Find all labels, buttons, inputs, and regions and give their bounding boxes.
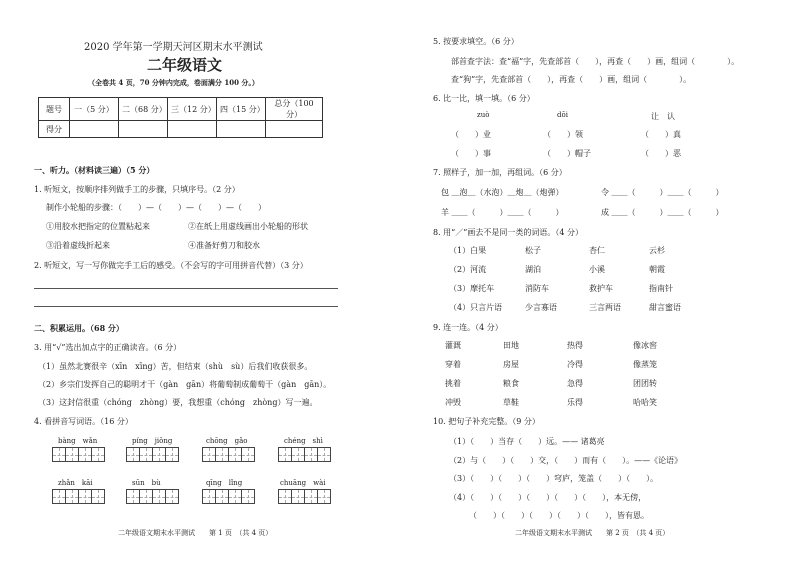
q6-pinyin: dōi	[557, 111, 568, 119]
question-7: 7. 照样子，加一加，再组词。（6 分）	[433, 168, 567, 177]
section-1-heading: 一、听力。（材料读三遍）（5 分）	[34, 165, 155, 175]
q9-word[interactable]: 哈哈笑	[633, 398, 657, 407]
q3-item[interactable]: （2）乡宗们发挥自己的聪明才干（gàn gān）将葡萄制成葡萄干（gàn gān）。	[38, 380, 332, 389]
score-header: 一（5 分）	[70, 98, 119, 121]
writing-grid[interactable]	[126, 447, 178, 462]
pinyin-label: bàng wǎn	[58, 437, 98, 445]
q6-item[interactable]: （ ）业	[451, 130, 491, 139]
q6-pinyin: 让 认	[651, 112, 675, 121]
q7-item[interactable]: 令 ＿＿（ ）＿＿（ ）	[601, 188, 724, 197]
q8-word[interactable]: 救护车	[589, 284, 613, 293]
writing-grid[interactable]	[202, 447, 254, 462]
q8-word[interactable]: （3）摩托车	[449, 284, 495, 293]
q9-word[interactable]: 挑着	[445, 379, 461, 388]
q9-word[interactable]: 冷得	[567, 360, 583, 369]
pinyin-label: chuāng wài	[280, 479, 326, 487]
q8-word[interactable]: （4）只言片语	[449, 303, 503, 312]
q1-option: ②在纸上用虚线画出小轮船的形状	[188, 222, 308, 231]
page-footer: 二年级语文期末水平测试 第 1 页 （共 4 页）	[118, 529, 273, 537]
writing-grid[interactable]	[278, 489, 330, 504]
q7-item[interactable]: 成 ＿＿（ ）＿＿（ ）	[601, 208, 724, 217]
question-2: 2. 听短文，写一写你做完手工后的感受。（不会写的字可用拼音代替）（3 分）	[34, 261, 308, 270]
score-header: 四（15 分）	[217, 98, 266, 121]
page-footer: 二年级语文期末水平测试 第 2 页 （共 4 页）	[515, 529, 670, 537]
q8-word[interactable]: 杏仁	[589, 246, 605, 255]
q1-option: ③沿着虚线折起来	[46, 241, 110, 250]
pinyin-label: chōng gǎo	[206, 437, 248, 445]
pinyin-label: chéng shì	[284, 437, 323, 445]
q9-word[interactable]: 草鞋	[503, 398, 519, 407]
q6-pinyin: zuò	[477, 111, 490, 119]
question-10: 10. 把句子补充完整。（9 分）	[433, 417, 540, 426]
section-2-heading: 二、积累运用。（68 分）	[34, 323, 124, 333]
score-cell[interactable]	[168, 121, 217, 138]
score-header: 三（12 分）	[168, 98, 217, 121]
q9-word[interactable]: 穿着	[445, 360, 461, 369]
q9-word[interactable]: 粮食	[503, 379, 519, 388]
q8-word[interactable]: 云杉	[649, 246, 665, 255]
question-4: 4. 看拼音写词语。（16 分）	[34, 417, 133, 426]
question-3: 3. 用“√”选出加点字的正确读音。（6 分）	[34, 343, 182, 352]
exam-note: （全卷共 4 页，70 分钟内完成，卷面满分 100 分。）	[88, 78, 259, 87]
question-9: 9. 连一连。（4 分）	[433, 323, 503, 332]
score-cell[interactable]	[217, 121, 266, 138]
page-2	[397, 0, 794, 561]
pinyin-label: píng jiǒng	[132, 437, 173, 445]
score-cell[interactable]	[70, 121, 119, 138]
q9-word[interactable]: 团团转	[633, 379, 657, 388]
q5-line[interactable]: 部首查字法：查“福”字，先查部首（ ），再查（ ）画，组词（ ）。	[451, 57, 740, 66]
q9-word[interactable]: 急得	[567, 379, 583, 388]
q3-item[interactable]: （1）虽然北赛很辛（xīn xīng）苦，但结束（shù sù）后我们收获很多。	[38, 362, 313, 371]
q10-line[interactable]: （3）（ ）（ ）（ ）穹庐，笼盖（ ）（ ）。	[449, 474, 659, 483]
score-label: 得分	[39, 121, 70, 138]
exam-title: 2020 学年第一学期天河区期末水平测试	[84, 42, 263, 53]
score-table	[38, 97, 323, 138]
q8-word[interactable]: （2）河流	[449, 265, 487, 274]
writing-grid[interactable]	[202, 489, 254, 504]
q8-word[interactable]: 湖泊	[525, 265, 541, 274]
q7-example: 包 ＿泡＿（水泡）＿炮＿（炮弹）	[441, 188, 564, 197]
q10-line[interactable]: （2）与（ ）（ ）交，（ ）而有（ ）。——《论语》	[449, 456, 683, 465]
q1-steps-line[interactable]: 制作小轮船的步骤：（ ）—（ ）—（ ）—（ ）	[46, 203, 266, 212]
writing-grid[interactable]	[52, 447, 104, 462]
q8-word[interactable]: 松子	[525, 246, 541, 255]
q1-option: ④准备好剪刀和胶水	[188, 241, 260, 250]
q9-word[interactable]: 像冰窖	[633, 341, 657, 350]
q8-word[interactable]: 指南针	[649, 284, 673, 293]
q9-word[interactable]: 田地	[503, 341, 519, 350]
writing-grid[interactable]	[278, 447, 330, 462]
q8-word[interactable]: 少言寡语	[525, 303, 557, 312]
score-header: 二（68 分）	[119, 98, 168, 121]
answer-line[interactable]	[34, 306, 338, 307]
q10-line[interactable]: （1）（ ）当存（ ）远。—— 诸葛亮	[449, 437, 605, 446]
pinyin-label: qīng lǐng	[206, 479, 243, 487]
q10-line[interactable]: （ ）（ ）（ ）（ ）（ ），皆有恩。	[469, 511, 649, 520]
q9-word[interactable]: 像蒸笼	[633, 360, 657, 369]
subject-title: 二年级语文	[147, 56, 223, 74]
q9-word[interactable]: 热得	[567, 341, 583, 350]
q6-item[interactable]: （ ）恶	[641, 149, 681, 158]
q9-word[interactable]: 灌溉	[445, 341, 461, 350]
q8-word[interactable]: 消防车	[525, 284, 549, 293]
q6-item[interactable]: （ ）帽子	[543, 149, 591, 158]
q9-word[interactable]: 乐得	[567, 398, 583, 407]
q8-word[interactable]: 三言两语	[589, 303, 621, 312]
answer-line[interactable]	[34, 288, 338, 289]
q10-line[interactable]: （4）（ ）（ ）（ ）（ ）（ ），本无傍，	[449, 493, 647, 502]
question-5: 5. 按要求填空。（6 分）	[433, 37, 519, 46]
pinyin-label: sūn bù	[132, 479, 161, 487]
pinyin-label: zhǎn kāi	[58, 479, 93, 487]
writing-grid[interactable]	[52, 489, 104, 504]
score-cell[interactable]	[266, 121, 323, 138]
q6-item[interactable]: （ ）事	[451, 149, 491, 158]
question-1: 1. 听短文，按顺序排列做手工的步骤，只填序号。（2 分）	[34, 185, 240, 194]
score-header: 题号	[39, 98, 70, 121]
q6-item[interactable]: （ ）领	[543, 130, 583, 139]
q3-item[interactable]: （3）这封信很重（chóng zhòng）要，我想重（chóng zhòng）写一遍。	[38, 398, 318, 407]
q9-word[interactable]: 房屋	[503, 360, 519, 369]
score-cell[interactable]	[119, 121, 168, 138]
writing-grid[interactable]	[126, 489, 178, 504]
score-header: 总分（100 分）	[266, 98, 323, 121]
q8-word[interactable]: （1）白果	[449, 246, 487, 255]
q8-word[interactable]: 甜言蜜语	[649, 303, 681, 312]
q6-item[interactable]: （ ）真	[641, 130, 681, 139]
q5-line[interactable]: 查“狗”字，先查部首（ ），再查（ ）画，组词（ ）。	[451, 75, 692, 84]
q7-item[interactable]: 羊 ＿＿（ ）＿＿（ ）	[441, 208, 564, 217]
q8-word[interactable]: 小溪	[589, 265, 605, 274]
q8-word[interactable]: 朝霞	[649, 265, 665, 274]
question-6: 6. 比一比，填一填。（6 分）	[433, 94, 535, 103]
q9-word[interactable]: 冲毁	[445, 398, 461, 407]
q1-option: ①用胶水把指定的位置粘起来	[46, 222, 150, 231]
question-8: 8. 用“／”画去不是同一类的词语。（4 分）	[433, 228, 583, 237]
